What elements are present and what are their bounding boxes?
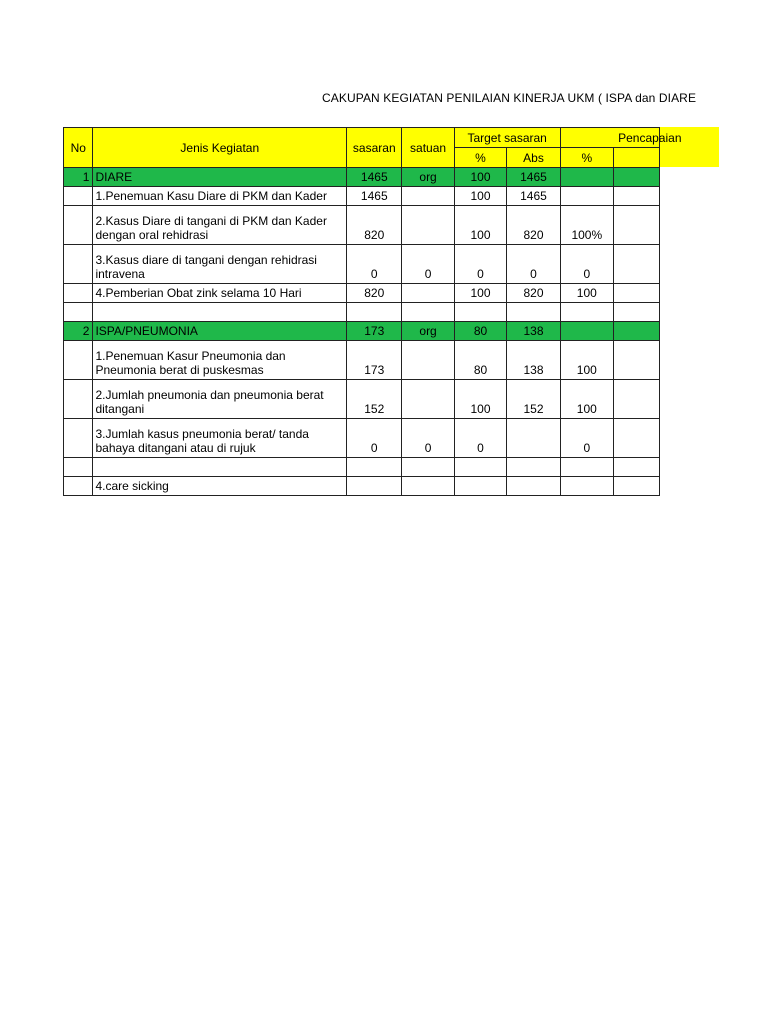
section-target-pct: 100 bbox=[454, 168, 507, 187]
empty-cell bbox=[347, 303, 402, 322]
activity-target-pct: 100 bbox=[454, 380, 507, 419]
activity-sasaran: 1465 bbox=[347, 187, 402, 206]
activity-satuan bbox=[402, 187, 454, 206]
empty-cell bbox=[64, 380, 93, 419]
empty-cell bbox=[560, 303, 613, 322]
empty-cell bbox=[613, 322, 659, 341]
section-name: DIARE bbox=[93, 168, 347, 187]
section-target-pct: 80 bbox=[454, 322, 507, 341]
empty-cell bbox=[613, 341, 659, 380]
activity-satuan bbox=[402, 380, 454, 419]
activity-target-abs: 0 bbox=[507, 245, 560, 284]
empty-cell bbox=[93, 303, 347, 322]
activity-label: 1.Penemuan Kasur Pneumonia dan Pneumonia berat di puskesmas bbox=[93, 341, 347, 380]
section-sasaran: 173 bbox=[347, 322, 402, 341]
empty-cell bbox=[64, 341, 93, 380]
activity-target-abs: 820 bbox=[507, 284, 560, 303]
activity-label: 2.Jumlah pneumonia dan pneumonia berat ditangani bbox=[93, 380, 347, 419]
activity-satuan: 0 bbox=[402, 245, 454, 284]
section-no: 1 bbox=[64, 168, 93, 187]
activity-target-abs: 152 bbox=[507, 380, 560, 419]
activity-satuan bbox=[402, 341, 454, 380]
activity-label: 2.Kasus Diare di tangani di PKM dan Kader dengan oral rehidrasi bbox=[93, 206, 347, 245]
section-sasaran: 1465 bbox=[347, 168, 402, 187]
activity-label: 3.Kasus diare di tangani dengan rehidrasi intravena bbox=[93, 245, 347, 284]
empty-cell bbox=[64, 187, 93, 206]
page-title: CAKUPAN KEGIATAN PENILAIAN KINERJA UKM ( ISPA dan DIARE bbox=[322, 91, 697, 105]
activity-pencapaian: 0 bbox=[560, 419, 613, 458]
activity-target-pct: 0 bbox=[454, 419, 507, 458]
header-satuan: satuan bbox=[402, 128, 454, 168]
empty-cell bbox=[402, 458, 454, 477]
activity-target-abs: 1465 bbox=[507, 187, 560, 206]
activity-pencapaian: 100 bbox=[560, 380, 613, 419]
empty-cell bbox=[507, 458, 560, 477]
activity-target-pct: 80 bbox=[454, 341, 507, 380]
empty-cell bbox=[402, 303, 454, 322]
empty-cell bbox=[64, 206, 93, 245]
empty-cell bbox=[613, 458, 659, 477]
activity-sasaran: 0 bbox=[347, 245, 402, 284]
activity-target-pct: 100 bbox=[454, 187, 507, 206]
activity-label: 3.Jumlah kasus pneumonia berat/ tanda bahaya ditangani atau di rujuk bbox=[93, 419, 347, 458]
activity-target-abs: 820 bbox=[507, 206, 560, 245]
empty-cell bbox=[613, 303, 659, 322]
empty-cell bbox=[613, 206, 659, 245]
empty-cell bbox=[560, 477, 613, 496]
empty-cell bbox=[454, 477, 507, 496]
activity-satuan bbox=[402, 206, 454, 245]
empty-cell bbox=[347, 477, 402, 496]
section-target-abs: 1465 bbox=[507, 168, 560, 187]
section-satuan: org bbox=[402, 168, 454, 187]
header-pencapaian-pct: % bbox=[560, 148, 613, 168]
activity-pencapaian: 0 bbox=[560, 245, 613, 284]
empty-cell bbox=[402, 477, 454, 496]
header-jenis-kegiatan: Jenis Kegiatan bbox=[93, 128, 347, 168]
empty-cell bbox=[64, 284, 93, 303]
empty-cell bbox=[454, 303, 507, 322]
activity-satuan: 0 bbox=[402, 419, 454, 458]
section-name: ISPA/PNEUMONIA bbox=[93, 322, 347, 341]
activity-target-pct: 100 bbox=[454, 284, 507, 303]
empty-cell bbox=[613, 477, 659, 496]
activity-target-pct: 0 bbox=[454, 245, 507, 284]
header-no: No bbox=[64, 128, 93, 168]
activity-sasaran: 0 bbox=[347, 419, 402, 458]
empty-cell bbox=[613, 168, 659, 187]
header-sasaran: sasaran bbox=[347, 128, 402, 168]
header-pencapaian: Pencapaian bbox=[560, 128, 659, 148]
activity-satuan bbox=[402, 284, 454, 303]
activity-sasaran: 820 bbox=[347, 206, 402, 245]
empty-cell bbox=[454, 458, 507, 477]
empty-cell bbox=[347, 458, 402, 477]
activity-pencapaian: 100 bbox=[560, 284, 613, 303]
section-target-abs: 138 bbox=[507, 322, 560, 341]
activity-label: 4.care sicking bbox=[93, 477, 347, 496]
section-satuan: org bbox=[402, 322, 454, 341]
empty-cell bbox=[507, 303, 560, 322]
activity-label: 4.Pemberian Obat zink selama 10 Hari bbox=[93, 284, 347, 303]
empty-cell bbox=[613, 245, 659, 284]
empty-cell bbox=[507, 477, 560, 496]
section-no: 2 bbox=[64, 322, 93, 341]
empty-cell bbox=[64, 419, 93, 458]
empty-cell bbox=[560, 458, 613, 477]
activity-sasaran: 820 bbox=[347, 284, 402, 303]
header-empty-cell bbox=[613, 148, 659, 168]
header-target-abs: Abs bbox=[507, 148, 560, 168]
empty-cell bbox=[613, 284, 659, 303]
section-pencapaian bbox=[560, 322, 613, 341]
empty-cell bbox=[613, 187, 659, 206]
activity-target-abs bbox=[507, 419, 560, 458]
activity-sasaran: 173 bbox=[347, 341, 402, 380]
activity-target-abs: 138 bbox=[507, 341, 560, 380]
activity-label: 1.Penemuan Kasu Diare di PKM dan Kader bbox=[93, 187, 347, 206]
empty-cell bbox=[613, 419, 659, 458]
empty-cell bbox=[64, 245, 93, 284]
activity-label bbox=[93, 458, 347, 477]
activity-sasaran: 152 bbox=[347, 380, 402, 419]
empty-cell bbox=[64, 303, 93, 322]
empty-cell bbox=[613, 380, 659, 419]
section-pencapaian bbox=[560, 168, 613, 187]
kinerja-table bbox=[63, 127, 682, 496]
header-target-sasaran: Target sasaran bbox=[454, 128, 560, 148]
activity-target-pct: 100 bbox=[454, 206, 507, 245]
activity-pencapaian: 100 bbox=[560, 341, 613, 380]
activity-pencapaian bbox=[560, 187, 613, 206]
activity-pencapaian: 100% bbox=[560, 206, 613, 245]
empty-cell bbox=[64, 458, 93, 477]
empty-cell bbox=[64, 477, 93, 496]
header-target-pct: % bbox=[454, 148, 507, 168]
